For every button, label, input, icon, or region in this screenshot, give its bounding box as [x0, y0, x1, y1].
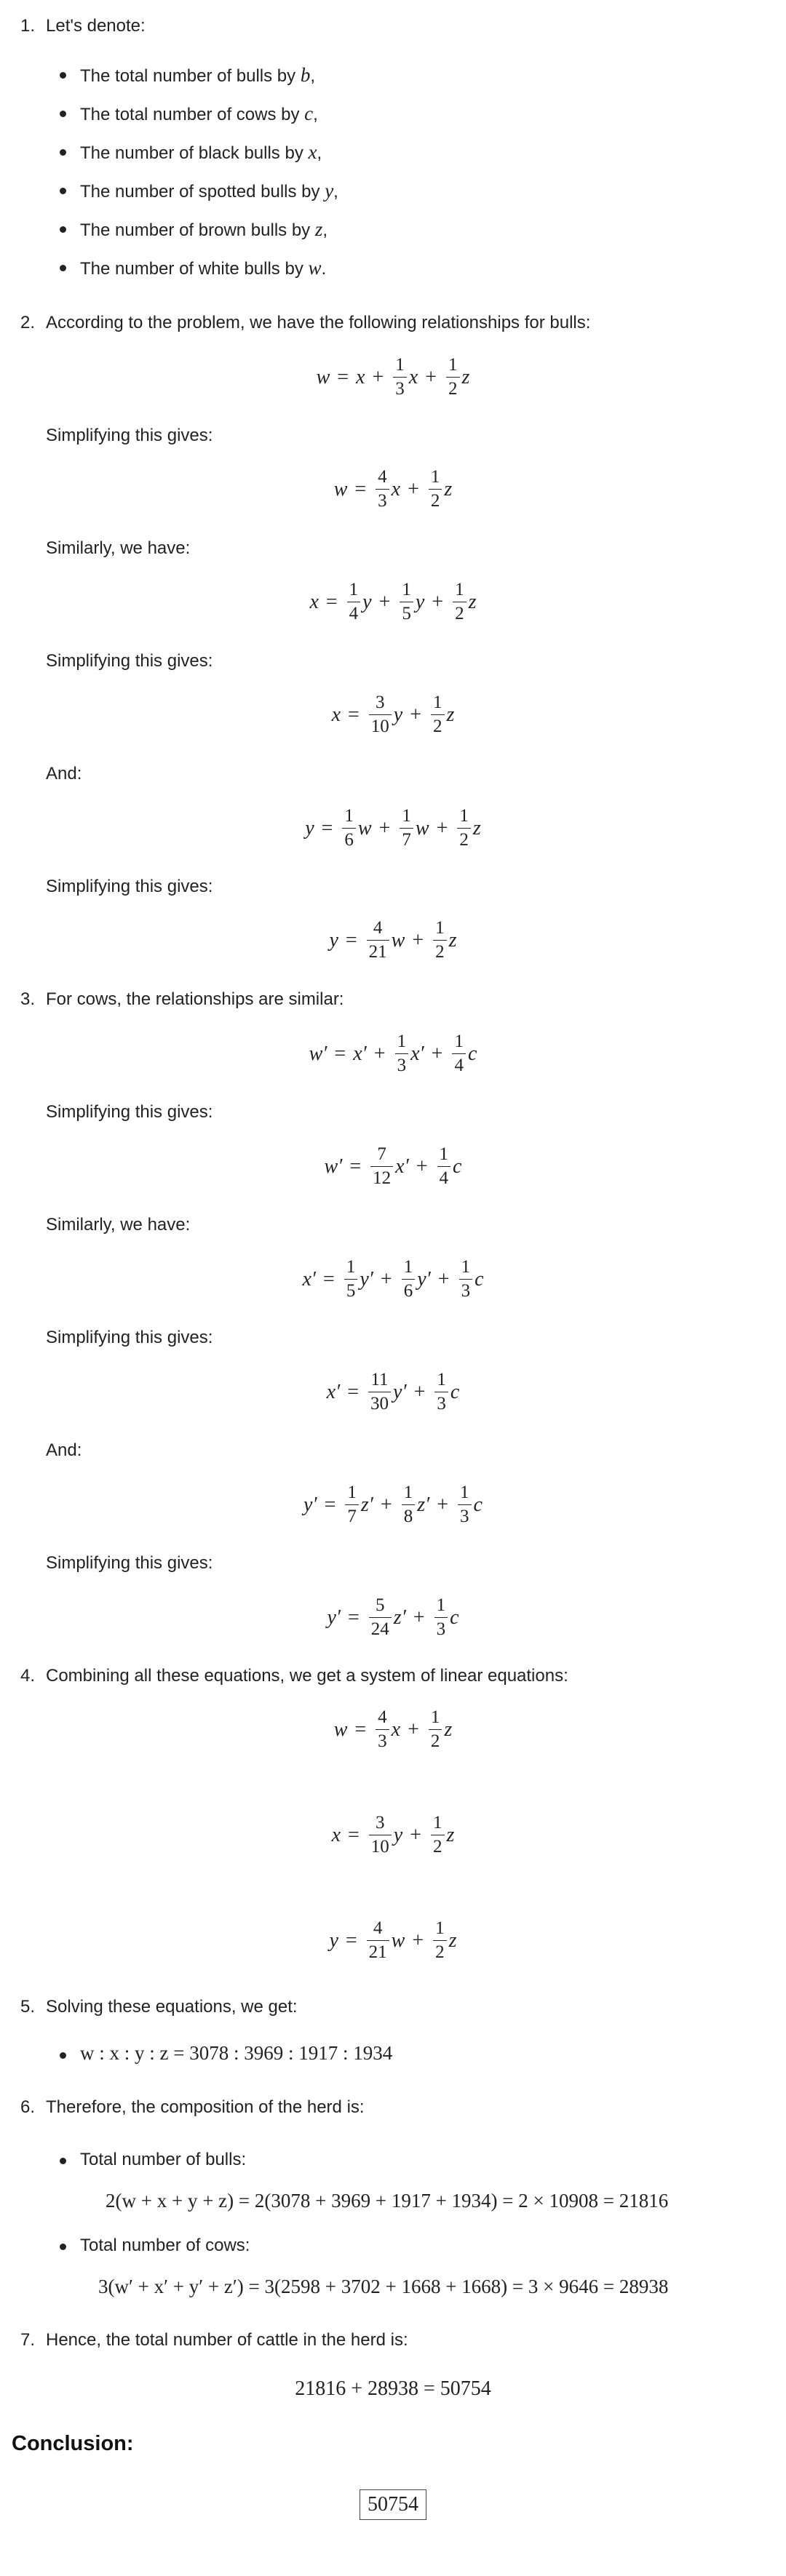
- similarly-label: Similarly, we have:: [46, 538, 191, 558]
- step-1-number: 1.: [20, 16, 36, 36]
- equation-bulls-y: y = $\frac{1}{6}$ w + $\frac{1}{7}$ w + $\frac{1}{2}$ z: [305, 806, 481, 850]
- system-equation-y: y = $\frac{4}{21}$ w + $\frac{1}{2}$ z: [329, 1918, 457, 1962]
- step-6-number: 6.: [20, 2097, 36, 2117]
- step-4-text: Combining all these equations, we get a system of linear equations:: [46, 1666, 568, 1686]
- ratio-equation: w : x : y : z = 3078 : 3969 : 1917 : 1934: [80, 2042, 393, 2064]
- step-1-text: Let's denote:: [46, 16, 146, 36]
- cows-total-equation: 3(w′ + x′ + y′ + z′) = 3(2598 + 3702 + 1668 + 1668) = 3 × 9646 = 28938: [98, 2276, 669, 2297]
- simplifying-label: Simplifying this gives:: [46, 651, 213, 671]
- denote-item-black-bulls: The number of black bulls by x,: [80, 141, 322, 163]
- bullet: [60, 149, 66, 156]
- bullet: [60, 2244, 66, 2250]
- step-4-number: 4.: [20, 1666, 36, 1686]
- bullet: [60, 188, 66, 194]
- similarly-label: Similarly, we have:: [46, 1215, 191, 1235]
- simplifying-label: Simplifying this gives:: [46, 426, 213, 445]
- and-label: And:: [46, 1440, 82, 1460]
- step-3-number: 3.: [20, 989, 36, 1009]
- equation-bulls-w-simplified: w = $\frac{4}{3}$ x + $\frac{1}{2}$ z: [333, 467, 453, 511]
- total-cattle-equation: 21816 + 28938 = 50754: [295, 2377, 491, 2400]
- denote-item-bulls: The total number of bulls by b,: [80, 64, 315, 86]
- cows-total-label: Total number of cows:: [80, 2236, 250, 2255]
- equation-bulls-x-simplified: x = $\frac{3}{10}$ y + $\frac{1}{2}$ z: [331, 693, 455, 736]
- equation-cows-x-simplified: x′ = $\frac{11}{30}$ y′ + $\frac{1}{3}$ c: [326, 1370, 460, 1413]
- equation-bulls-y-simplified: y = $\frac{4}{21}$ w + $\frac{1}{2}$ z: [329, 918, 457, 962]
- equation-bulls-x: x = $\frac{1}{4}$ y + $\frac{1}{5}$ y + $\frac{1}{2}$ z: [309, 580, 477, 623]
- equation-cows-w-simplified: w′ = $\frac{7}{12}$ x′ + $\frac{1}{4}$ c: [324, 1144, 462, 1188]
- denote-item-cows: The total number of cows by c,: [80, 103, 318, 124]
- bullet: [60, 226, 66, 233]
- simplifying-label: Simplifying this gives:: [46, 1553, 213, 1573]
- and-label: And:: [46, 764, 82, 783]
- step-5-number: 5.: [20, 1997, 36, 2017]
- equation-cows-y: y′ = $\frac{1}{7}$ z′ + $\frac{1}{8}$ z′ + $\frac{1}{3}$ c: [303, 1483, 483, 1526]
- step-5-text: Solving these equations, we get:: [46, 1997, 298, 2017]
- bullet: [60, 111, 66, 117]
- step-2-number: 2.: [20, 313, 36, 332]
- step-6-text: Therefore, the composition of the herd is:: [46, 2097, 365, 2117]
- equation-cows-w: w′ = x′ + $\frac{1}{3}$ x′ + $\frac{1}{4}$ c: [309, 1032, 477, 1075]
- simplifying-label: Simplifying this gives:: [46, 877, 213, 896]
- equation-cows-x: x′ = $\frac{1}{5}$ y′ + $\frac{1}{6}$ y′ + $\frac{1}{3}$ c: [302, 1257, 484, 1301]
- system-equation-w: w = $\frac{4}{3}$ x + $\frac{1}{2}$ z: [333, 1707, 453, 1751]
- bullet: [60, 265, 66, 271]
- bulls-total-label: Total number of bulls:: [80, 2150, 247, 2169]
- denote-item-spotted-bulls: The number of spotted bulls by y,: [80, 180, 338, 202]
- bullet: [60, 2158, 66, 2164]
- bullet: [60, 72, 66, 79]
- equation-cows-y-simplified: y′ = $\frac{5}{24}$ z′ + $\frac{1}{3}$ c: [327, 1595, 459, 1639]
- equation-bulls-w: w = x + $\frac{1}{3}$ x + $\frac{1}{2}$ z: [316, 355, 470, 399]
- step-7-text: Hence, the total number of cattle in the herd is:: [46, 2330, 408, 2350]
- step-3-text: For cows, the relationships are similar:: [46, 989, 344, 1009]
- denote-item-white-bulls: The number of white bulls by w.: [80, 257, 327, 279]
- simplifying-label: Simplifying this gives:: [46, 1328, 213, 1347]
- system-equation-x: x = $\frac{3}{10}$ y + $\frac{1}{2}$ z: [331, 1813, 455, 1857]
- step-2-text: According to the problem, we have the following relationships for bulls:: [46, 313, 591, 332]
- final-answer: 50754: [360, 2489, 426, 2520]
- step-7-number: 7.: [20, 2330, 36, 2350]
- conclusion-heading: Conclusion:: [12, 2432, 134, 2455]
- final-answer-box: [0, 2489, 786, 2520]
- bulls-total-equation: 2(w + x + y + z) = 2(3078 + 3969 + 1917 + 1934) = 2 × 10908 = 21816: [106, 2190, 669, 2212]
- simplifying-label: Simplifying this gives:: [46, 1102, 213, 1122]
- denote-item-brown-bulls: The number of brown bulls by z,: [80, 218, 328, 240]
- bullet: [60, 2052, 66, 2059]
